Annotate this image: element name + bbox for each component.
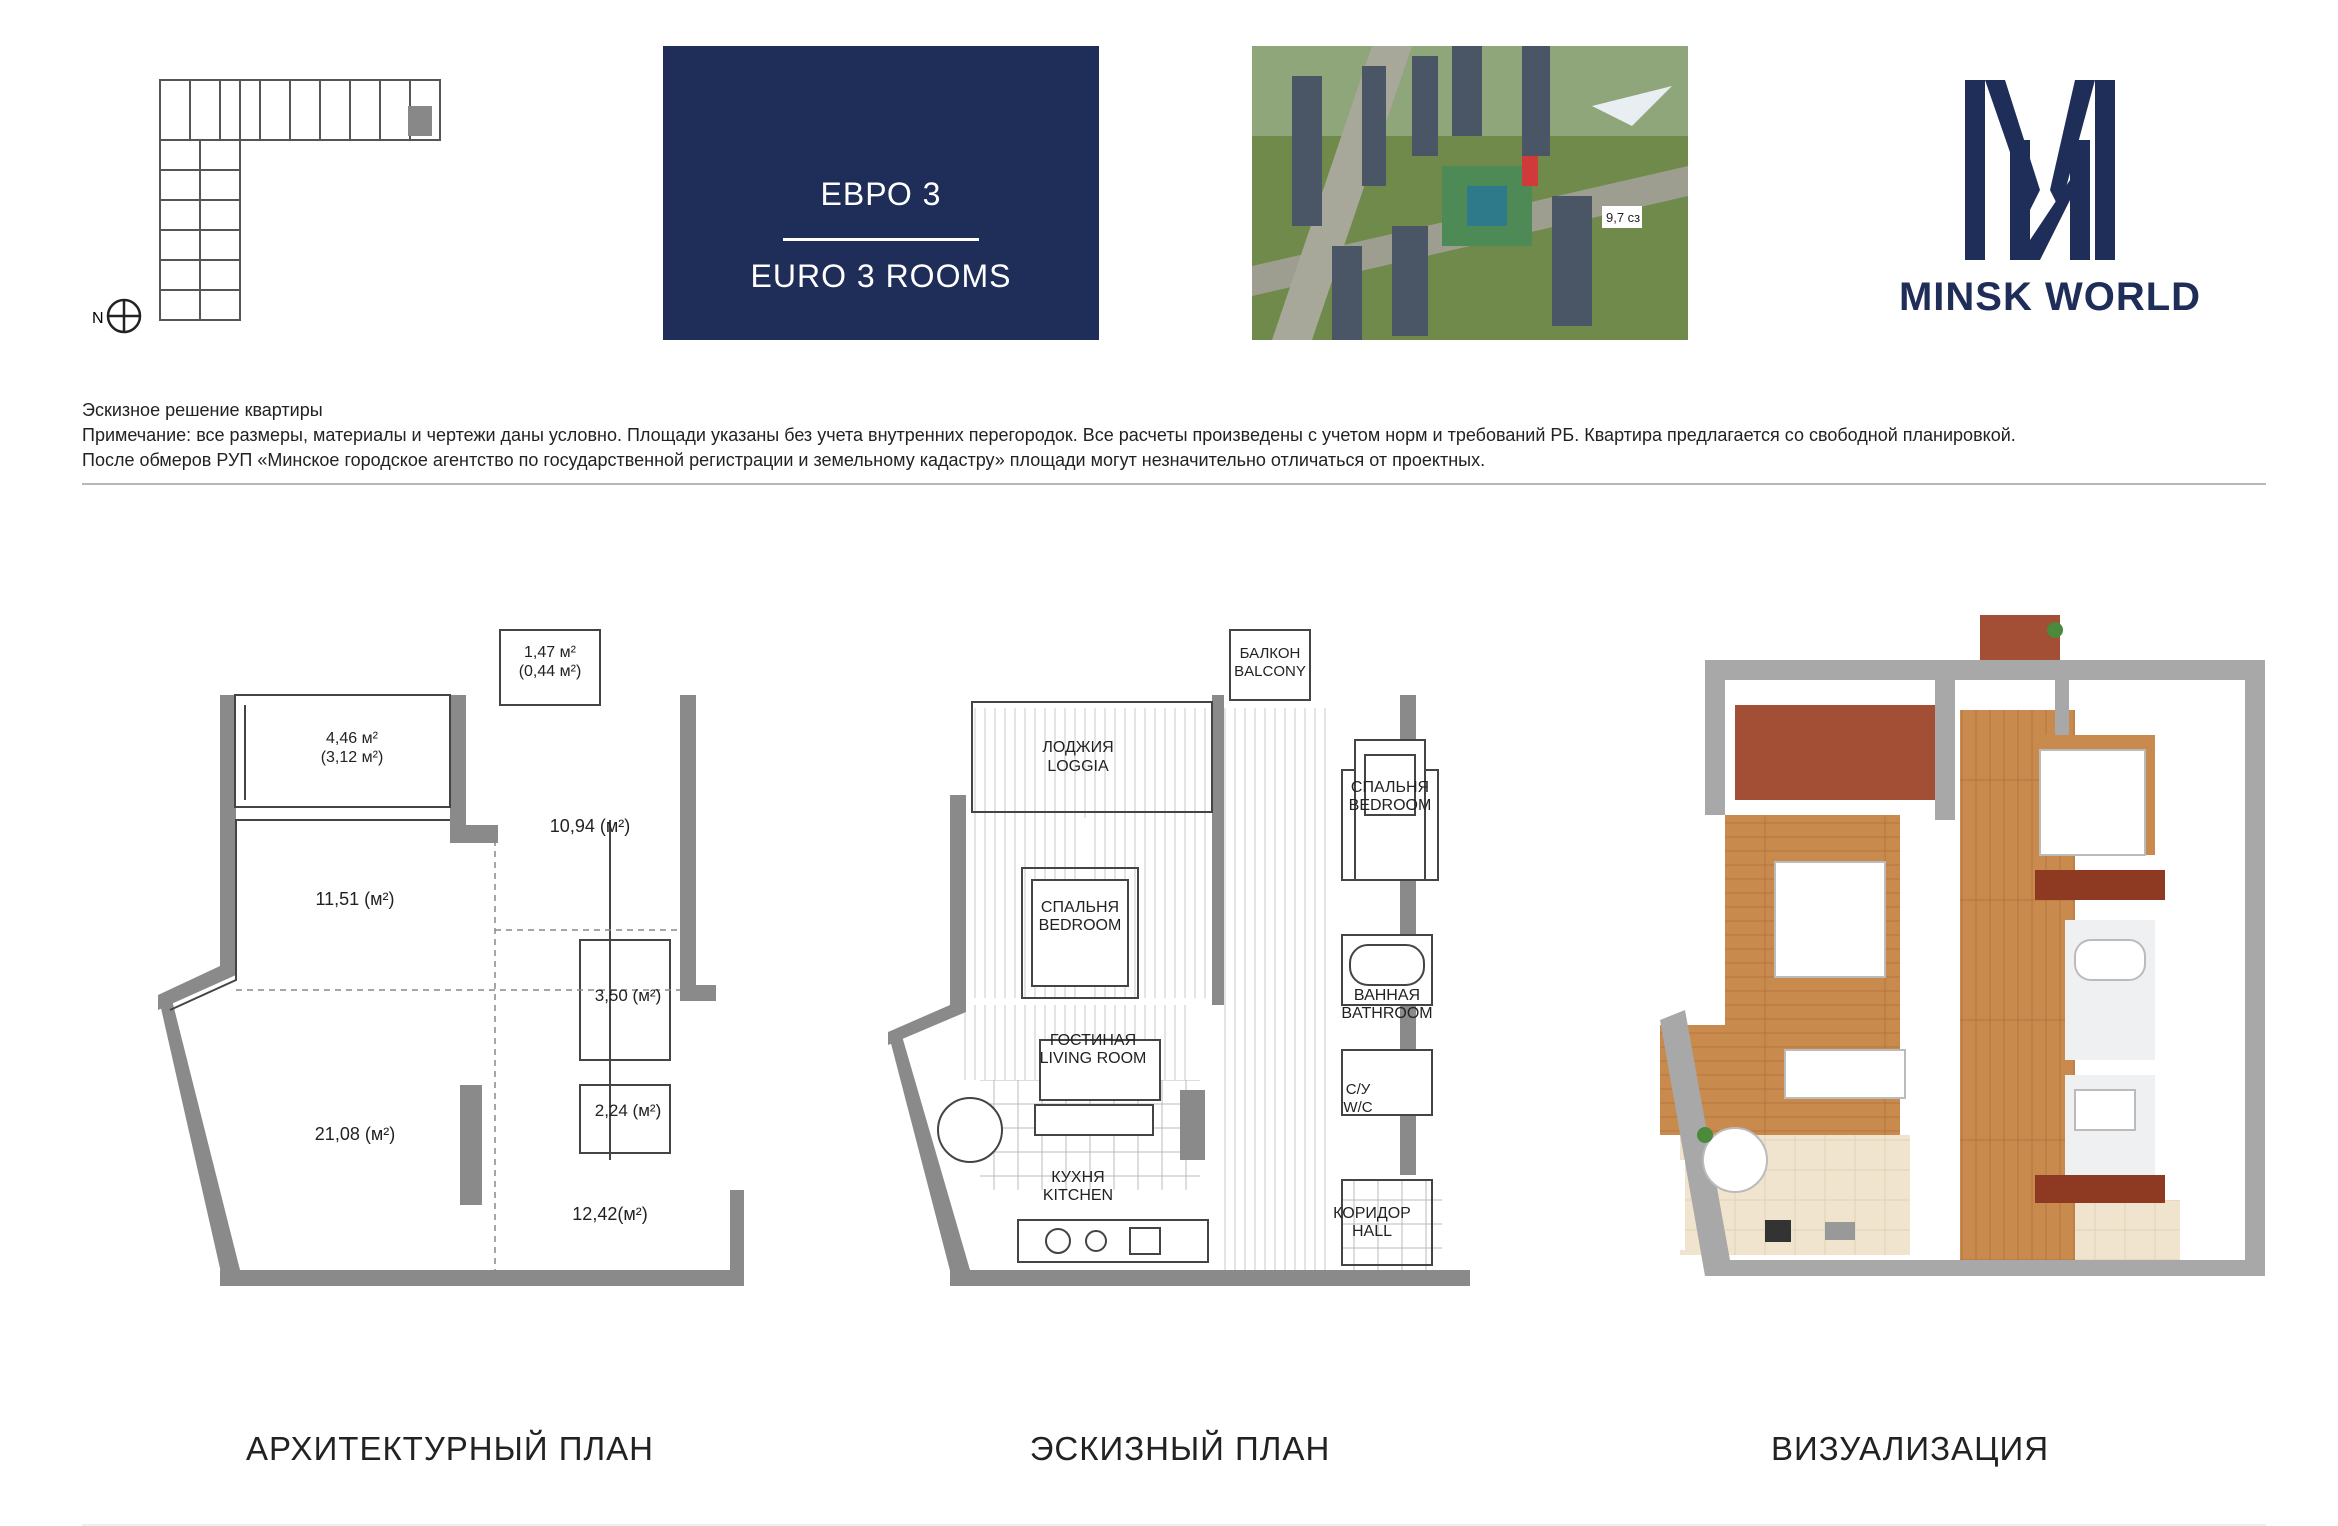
- wc-label-en: W/C: [1343, 1099, 1373, 1116]
- balcony-label-ru: БАЛКОН: [1239, 645, 1301, 662]
- apartment-type-banner: [663, 46, 1099, 340]
- bedroom1-label-ru: СПАЛЬНЯ: [1040, 899, 1120, 916]
- kitchen-label-en: KITCHEN: [1042, 1187, 1114, 1204]
- balcony-label-en: BALCONY: [1234, 663, 1306, 680]
- caption-visualization: ВИЗУАЛИЗАЦИЯ: [1770, 1430, 2050, 1467]
- mw-monogram-icon: [1870, 70, 2230, 270]
- balcony-area: 1,47 м²: [524, 644, 576, 661]
- notes-divider: [82, 483, 2266, 485]
- room-area-6: 12,42(м²): [572, 1204, 648, 1224]
- room-area-5: 21,08 (м²): [314, 1124, 396, 1144]
- room-area-4: 2,24 (м²): [594, 1101, 662, 1120]
- disclaimer-notes: [82, 398, 2282, 473]
- living-label-ru: ГОСТИНАЯ: [1049, 1032, 1137, 1049]
- room-area-2: 10,94 (м²): [549, 816, 631, 836]
- minsk-world-logo: [1870, 70, 2230, 340]
- aerial-render: [1252, 46, 1688, 340]
- title-ru: ЕВРО 3: [820, 176, 942, 212]
- hall-label-ru: КОРИДОР: [1333, 1205, 1411, 1222]
- sketch-plan: [850, 600, 1550, 1320]
- notes-heading: Эскизное решение квартиры: [82, 400, 323, 420]
- caption-architectural-plan: АРХИТЕКТУРНЫЙ ПЛАН: [246, 1430, 654, 1467]
- caption-sketch-plan: ЭСКИЗНЫЙ ПЛАН: [1029, 1430, 1331, 1467]
- architectural-plan: [120, 600, 820, 1320]
- bath-label-ru: ВАННАЯ: [1353, 987, 1421, 1004]
- living-label-en: LIVING ROOM: [1039, 1050, 1147, 1067]
- bedroom2-label-en: BEDROOM: [1348, 797, 1432, 814]
- compass-letter: N: [92, 310, 104, 327]
- hall-label-en: HALL: [1351, 1223, 1393, 1240]
- loggia-area-net: (3,12 м²): [320, 749, 384, 766]
- compass-icon: [108, 300, 140, 332]
- building-key-plan: [90, 70, 450, 340]
- bath-label-en: BATHROOM: [1341, 1005, 1433, 1022]
- bedroom2-label-ru: СПАЛЬНЯ: [1350, 779, 1430, 796]
- balcony-area-net: (0,44 м²): [518, 663, 582, 680]
- loggia-label-en: LOGGIA: [1047, 758, 1109, 775]
- title-divider: [783, 238, 979, 241]
- loggia-label-ru: ЛОДЖИЯ: [1042, 739, 1114, 756]
- bedroom1-label-en: BEDROOM: [1038, 917, 1122, 934]
- notes-line: Примечание: все размеры, материалы и чертежи даны условно. Площади указаны без учета внутренних перегородок. Все расчеты произведены с учетом норм и требований РБ. Квартира предлагается со свободной планировкой.: [82, 425, 2016, 445]
- wc-label-ru: С/У: [1345, 1081, 1371, 1098]
- notes-line: После обмеров РУП «Минское городское агентство по государственной регистрации и земельному кадастру» площади могут незначительно отличаться от проектных.: [82, 450, 1486, 470]
- kitchen-label-ru: КУХНЯ: [1051, 1169, 1105, 1186]
- brand-name: MINSK WORLD: [1898, 275, 2202, 319]
- room-area-3: 3,50 (м²): [594, 986, 662, 1005]
- loggia-area: 4,46 м²: [326, 730, 378, 747]
- room-area-1: 11,51 (м²): [315, 889, 395, 909]
- visualization-render: [1585, 600, 2285, 1320]
- aerial-tag: 9,7 сз: [1606, 210, 1641, 225]
- title-en: EURO 3 ROOMS: [750, 258, 1012, 294]
